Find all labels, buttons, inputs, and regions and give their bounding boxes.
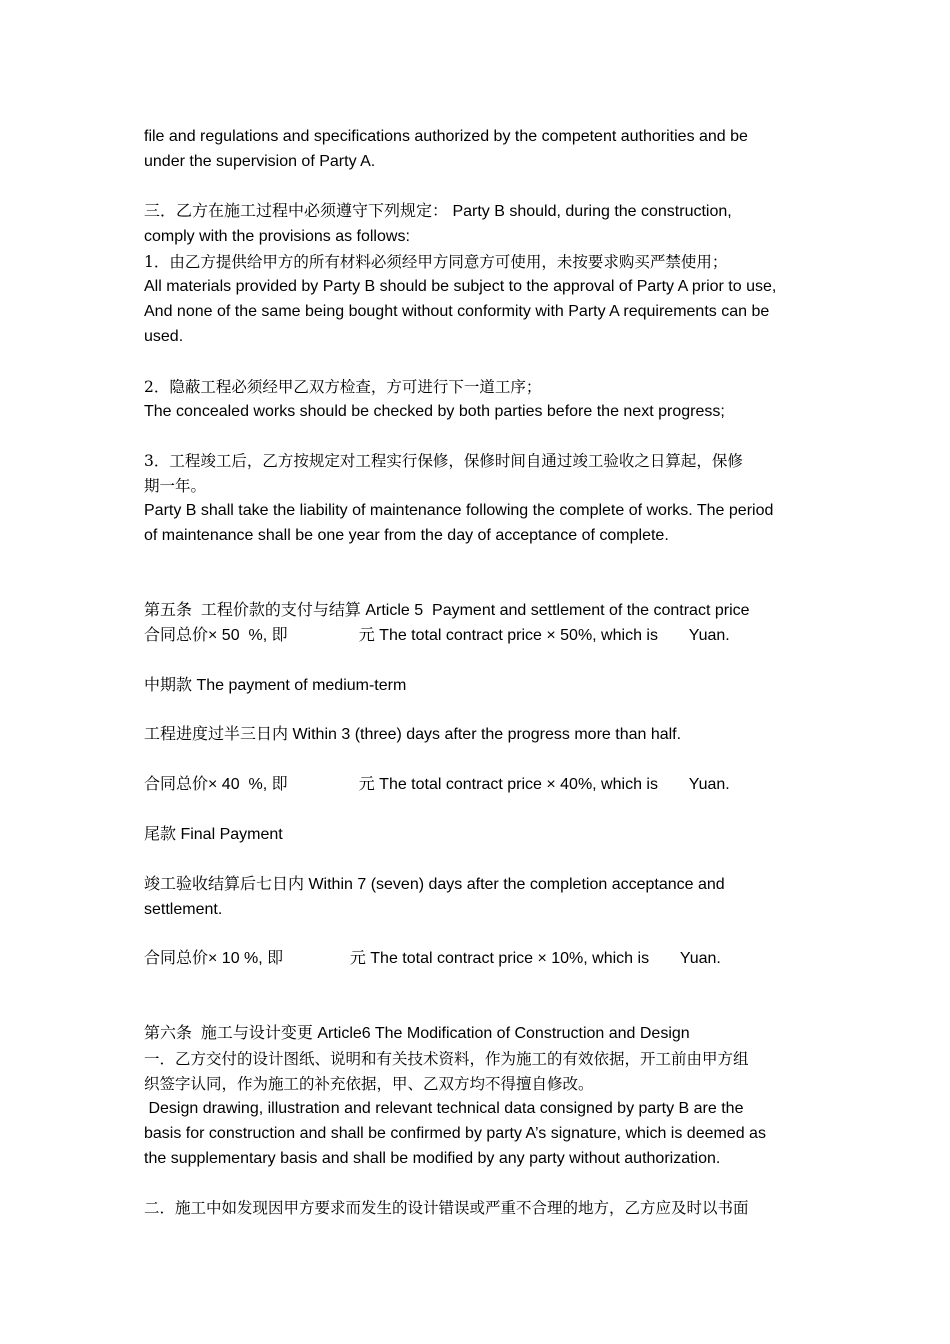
text-line: used. [144,328,184,345]
text-line: under the supervision of Party A. [144,153,376,170]
text-line: basis for construction and shall be confirmed by party A’s signature, which is deemed as [144,1125,766,1142]
text-line: All materials provided by Party B should be subject to the approval of Party A prior to use, [144,278,777,295]
payment-40-line: 合同总价× 40 %, 即 元 The total contract price × 40%, which is Yuan. [144,776,730,793]
text-line: 工程进度过半三日内 Within 3 (three) days after the progress more than half. [144,726,682,743]
text-line: 竣工验收结算后七日内 Within 7 (seven) days after the completion acceptance and [144,876,725,893]
article-6-clause-1-cn-cont: 织签字认同，作为施工的补充依据，甲、乙双方均不得擅自修改。 [144,1075,594,1093]
article-5-heading: 第五条 工程价款的支付与结算 Article 5 Payment and settlement of the contract price [144,602,750,619]
payment-10-line: 合同总价× 10 %, 即 元 The total contract price × 10%, which is Yuan. [144,950,721,967]
article-6-clause-1-cn: 一．乙方交付的设计图纸、说明和有关技术资料，作为施工的有效依据，开工前由甲方组 [144,1050,749,1068]
text-line: of maintenance shall be one year from the day of acceptance of complete. [144,527,669,544]
section-heading: 三．乙方在施工过程中必须遵守下列规定： Party B should, during the construction, [144,203,732,220]
clause-3-cn: 3．工程竣工后，乙方按规定对工程实行保修，保修时间自通过竣工验收之日算起，保修 [144,452,743,470]
payment-50-line: 合同总价× 50 %, 即 元 The total contract price × 50%, which is Yuan. [144,627,730,644]
text-line: comply with the provisions as follows: [144,228,410,245]
clause-1-cn: 1．由乙方提供给甲方的所有材料必须经甲方同意方可使用，未按要求购买严禁使用； [144,253,728,271]
text-line: file and regulations and specifications authorized by the competent authorities and be [144,128,748,145]
text-line: The concealed works should be checked by both parties before the next progress; [144,403,725,420]
article-6-heading: 第六条 施工与设计变更 Article6 The Modification of Construction and Design [144,1025,690,1042]
text-line: settlement. [144,901,223,918]
text-line: the supplementary basis and shall be modified by any party without authorization. [144,1150,721,1167]
text-line: Design drawing, illustration and relevant technical data consigned by party B are the [144,1100,744,1117]
text-line: Party B shall take the liability of maintenance following the complete of works. The period [144,502,774,519]
article-6-clause-2-cn: 二．施工中如发现因甲方要求而发生的设计错误或严重不合理的地方，乙方应及时以书面 [144,1199,749,1217]
text-line: And none of the same being bought without conformity with Party A requirements can be [144,303,770,320]
final-payment-heading: 尾款 Final Payment [144,826,283,843]
medium-term-heading: 中期款 The payment of medium-term [144,677,407,694]
clause-2-cn: 2．隐蔽工程必须经甲乙双方检查，方可进行下一道工序； [144,378,542,396]
clause-3-cn-cont: 期一年。 [144,477,207,495]
